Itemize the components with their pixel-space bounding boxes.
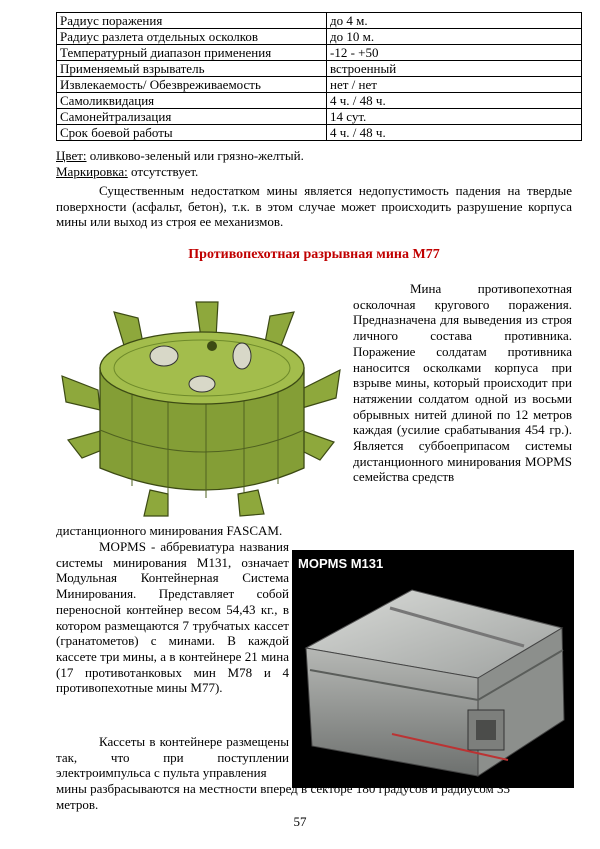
spec-label: Радиус разлета отдельных осколков <box>57 29 327 45</box>
spec-label: Самоликвидация <box>57 93 327 109</box>
spec-label: Радиус поражения <box>57 13 327 29</box>
final-line-2: метров. <box>56 797 99 812</box>
spec-value: -12 - +50 <box>327 45 582 61</box>
drawback-paragraph: Существенным недостатком мины является недопустимость падения на твердые поверхности (асфальт, бетон), т.к. в этом случае может происходить разрушение корпуса мины или выход из строя ее механизмов. <box>56 183 572 230</box>
spec-value: нет / нет <box>327 77 582 93</box>
spec-row <box>57 13 582 29</box>
page-number: 57 <box>293 814 307 829</box>
spec-value: 14 сут. <box>327 109 582 125</box>
spec-label: Извлекаемость/ Обезвреживаемость <box>57 77 327 93</box>
spec-label: Срок боевой работы <box>57 125 327 141</box>
mopms-m131-photo <box>292 550 574 788</box>
description-right-paragraph: Мина противопехотная осколочная кругового поражения. Предназначена для выведения из строя личного состава противника. Поражение солдатам противника наносится осколками корпуса при взрыве мины, который происходит при натяжении солдатом одной из восьми обрывных нитей длиной по 12 метров каждая (усилие срабатывания 454 гр.). Является суббоеприпасом системы дистанционного минирования MOPMS семейства средств <box>353 281 572 485</box>
color-value: оливково-зеленый или грязно-желтый. <box>86 148 304 163</box>
spec-value: до 4 м. <box>327 13 582 29</box>
marking-label: Маркировка: <box>56 164 128 179</box>
spec-row <box>57 45 582 61</box>
mopms-paragraph: MOPMS - аббревиатура названия системы минирования М131, означает Модульная Контейнерная Система Минирования. Представляет собой переносной контейнер весом 54,43 кг., в котором размещаются 7 трубчатых кассет (гранатометов) с минами. В каждой кассете три мины, а в контейнере 21 мина (17 противотанковых мин М78 и 4 противопехотные мины М77). <box>56 539 289 696</box>
spec-row <box>57 93 582 109</box>
color-label: Цвет: <box>56 148 87 163</box>
cassettes-paragraph: Кассеты в контейнере размещены так, что при поступлении электроимпульса с пульта управления <box>56 734 289 781</box>
spec-row <box>57 77 582 93</box>
spec-row <box>57 29 582 45</box>
spec-row <box>57 125 582 141</box>
spec-label: Самонейтрализация <box>57 109 327 125</box>
photo-caption: MOPMS M131 <box>298 556 384 571</box>
m77-mine-illustration <box>56 290 346 520</box>
spec-value: 4 ч. / 48 ч. <box>327 125 582 141</box>
spec-row <box>57 61 582 77</box>
final-line-1: мины разбрасываются на местности вперед в секторе 180 градусов и радиусом 35 <box>56 781 510 796</box>
spec-value: 4 ч. / 48 ч. <box>327 93 582 109</box>
marking-line <box>56 164 582 180</box>
color-line <box>56 148 582 164</box>
spec-value: встроенный <box>327 61 582 77</box>
marking-value: отсутствует. <box>127 164 199 179</box>
section-title: Противопехотная разрывная мина М77 <box>188 247 440 262</box>
fascam-line: дистанционного минирования FASCAM. <box>56 523 283 538</box>
spec-label: Температурный диапазон применения <box>57 45 327 61</box>
spec-label: Применяемый взрыватель <box>57 61 327 77</box>
mopms-container-drawing <box>292 550 574 788</box>
spec-row <box>57 109 582 125</box>
specs-table <box>56 12 582 141</box>
spec-value: до 10 м. <box>327 29 582 45</box>
